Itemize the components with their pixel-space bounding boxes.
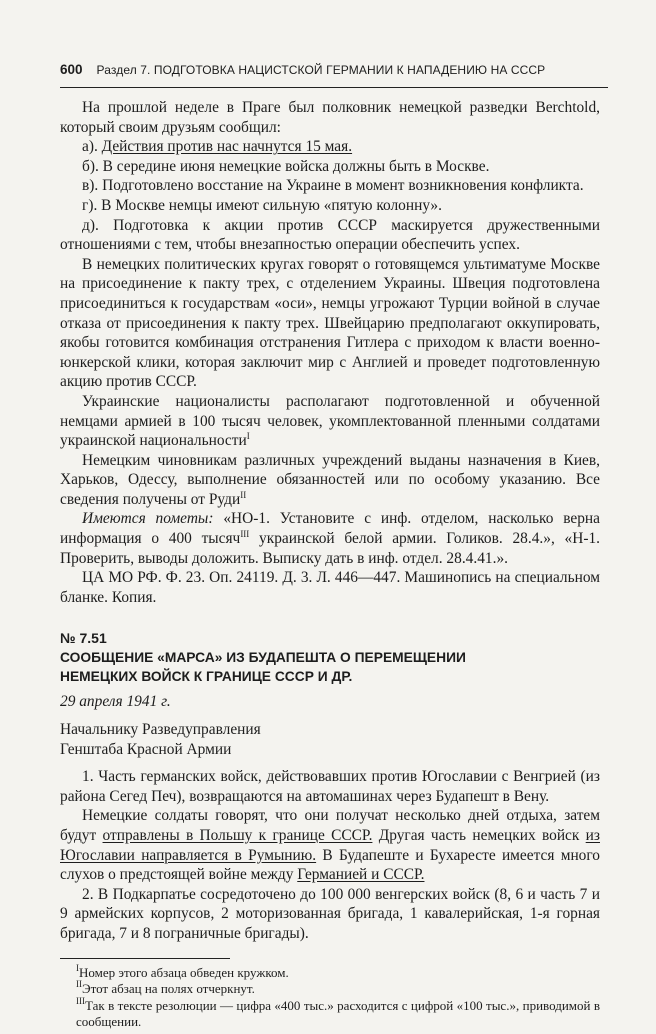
list-item-g: г). В Москве немцы имеют сильную «пятую колонну». xyxy=(82,196,442,214)
notes-paragraph: Имеются пометы: «НО-1. Установите с инф. отделом, насколько верна информация о 400 тысяч$^{III}$ украинской белой армии. Голиков. 28.4.», «Н-1. Проверить, выводы доложить. Выписку дать в инф. отдел. 28.4.41.». xyxy=(60,510,601,567)
list-item-d: д). Подготовка к акции против СССР маскируется дружественными отношениями с тем, чтобы внезапностью операции обеспечить успех. xyxy=(60,216,600,254)
footnote-ref: II xyxy=(240,489,247,500)
document-date: 29 апреля 1941 г. xyxy=(60,693,171,711)
header-rule xyxy=(60,87,608,88)
archive-reference: ЦА МО РФ. Ф. 23. Оп. 24119. Д. 3. Л. 446—447. Машинопись на специальном бланке. Копия. xyxy=(60,569,600,606)
footnote-1: $^I$Номер этого абзаца обведен кружком. xyxy=(76,962,289,980)
document-body xyxy=(60,98,600,1031)
list-item-b: б). В середине июня немецкие войска должны быть в Москве. xyxy=(82,157,490,175)
footnote-ref: I xyxy=(246,431,250,442)
message-paragraph-3: 2. В Подкарпатье сосредоточено до 100 000 венгерских войск (8, 6 и часть 7 и 9 армейских корпусов, 2 моторизованная бригада, 1 кавалерийская, 1-я горная бригада, 7 и 8 пограничные бригады). xyxy=(60,885,600,942)
underlined-text: из Югославии направляется в Румынию. xyxy=(60,827,600,864)
notes-label: Имеются пометы: xyxy=(82,510,214,528)
document-title-line-1: СООБЩЕНИЕ «МАРСА» ИЗ БУДАПЕШТА О ПЕРЕМЕЩЕНИИ xyxy=(60,650,466,666)
footnotes xyxy=(60,962,600,1031)
politics-paragraph: В немецких политических кругах говорят о готовящемся ультиматуме Москве на присоединение к пакту трех, с отделением Украины. Швеция подготовлена присоединиться к государствам «оси», немцы угрожают Турции войной в случае отказа от присоединения к пакту трех. Швейцарию предполагают оккупировать, якобы готовится комбинация отстранения Гитлера с приходом к власти военно-юнкерской клики, которая заключит мир с Англией и проведет подготовленную акцию против СССР. xyxy=(60,255,600,391)
footnote-ref: III xyxy=(240,529,250,540)
footnote-2: $^{II}$Этот абзац на полях отчеркнут. xyxy=(76,979,255,997)
document-title-line-2: НЕМЕЦКИХ ВОЙСК К ГРАНИЦЕ СССР И ДР. xyxy=(60,669,353,685)
message-paragraph-1: 1. Часть германских войск, действовавших против Югославии с Венгрией (из района Сегед Печ), возвращаются на автомашинах через Будапешт в Вену. xyxy=(60,768,600,805)
document-number: № 7.51 xyxy=(60,630,107,647)
footnote-divider xyxy=(60,958,230,959)
message-paragraph-2: Немецкие солдаты говорят, что они получат несколько дней отдыха, затем будут отправлены в Польшу к границе СССР. Другая часть немецких войск из Югославии направляется в Румынию. В Будапеште и Бухаресте имеется много слухов о предстоящей войне между Германией и СССР. xyxy=(60,807,600,884)
running-header xyxy=(60,62,600,77)
underlined-text: Германией и СССР. xyxy=(297,866,425,884)
footnote-3: $^{III}$Так в тексте резолюции — цифра «400 тыс.» расходится с цифрой «100 тыс.», приводимой в сообщении. xyxy=(76,995,600,1030)
underlined-text: Действия против нас начнутся 15 мая. xyxy=(101,138,353,156)
intro-paragraph: На прошлой неделе в Праге был полковник немецкой разведки Berchtold, который своим друзьям сообщил: xyxy=(60,99,600,136)
ukrainian-paragraph: Украинские националисты располагают подготовленной и обученной немцами армией в 100 тысяч человек, укомплектованной пленными солдатами украинской национальности$^I$ xyxy=(60,392,600,450)
list-item-c: в). Подготовлено восстание на Украине в момент возникновения конфликта. xyxy=(82,177,584,195)
list-item-a: а). Действия против нас начнутся 15 мая. xyxy=(82,138,353,156)
section-title: Раздел 7. ПОДГОТОВКА НАЦИСТСКОЙ ГЕРМАНИИ К НАПАДЕНИЮ НА СССР xyxy=(96,63,546,77)
recipient-line-2: Генштаба Красной Армии xyxy=(60,740,232,758)
officials-paragraph: Немецким чиновникам различных учреждений выданы назначения в Киев, Харьков, Одессу, выполнение обязанностей или по особому указанию. Все сведения получены от Руди$^{II}$ xyxy=(60,451,600,508)
recipient-line-1: Начальнику Разведуправления xyxy=(60,721,261,739)
underlined-text: отправлены в Польшу к границе СССР. xyxy=(102,827,373,844)
page-number: 600 xyxy=(60,62,83,77)
